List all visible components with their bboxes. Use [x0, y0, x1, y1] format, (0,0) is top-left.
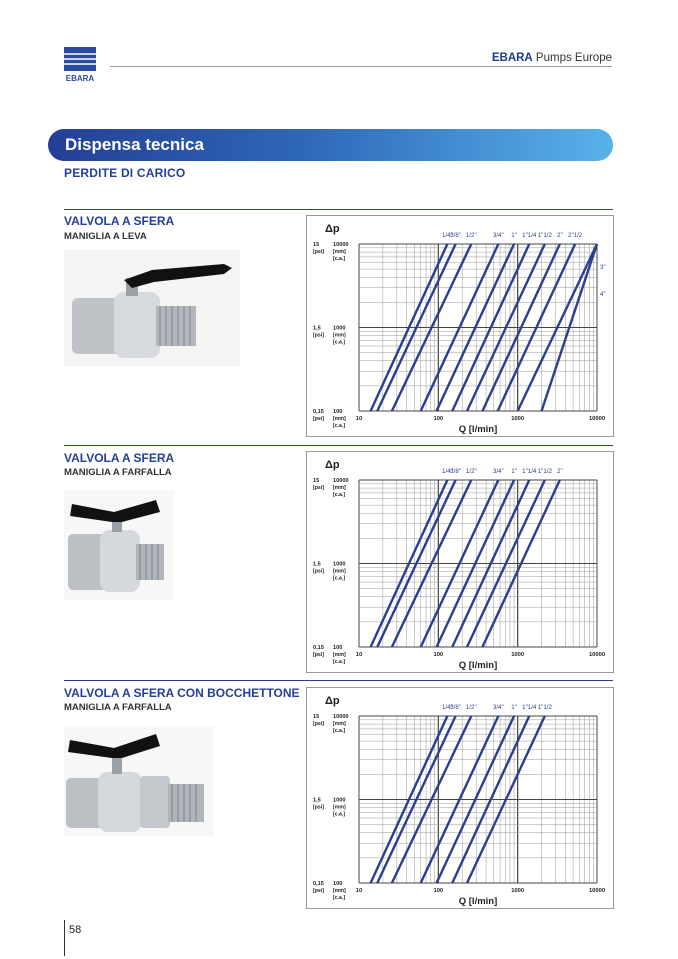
y-unit-ca: [c.a.]	[333, 728, 346, 734]
x-tick-label: 10	[355, 652, 363, 658]
y-unit-mm: [mm]	[333, 721, 346, 727]
ebara-logo-mark	[64, 45, 98, 85]
section-title: VALVOLA A SFERA	[64, 451, 175, 465]
series-label: 1"1/2	[537, 704, 552, 711]
x-tick-label: 10	[355, 416, 363, 422]
y-tick-psi: 0,15	[313, 409, 324, 415]
y-tick-mm: 100	[333, 645, 343, 651]
y-unit-ca: [c.a.]	[333, 659, 346, 665]
header-rule	[110, 66, 612, 67]
x-axis-label: Q [l/min]	[458, 896, 498, 907]
pressure-loss-chart	[306, 687, 614, 909]
logo-text: EBARA	[65, 74, 95, 83]
section-subtitle: MANIGLIA A FARFALLA	[64, 702, 172, 713]
y-unit-psi: [psi]	[313, 804, 324, 811]
series-label: 1/2"	[465, 704, 477, 711]
y-tick-mm: 1000	[333, 325, 346, 332]
y-unit-psi: [psi]	[313, 249, 324, 255]
series-label: 1/2"	[465, 232, 477, 239]
x-tick-label: 1000	[511, 888, 525, 894]
section-subtitle: MANIGLIA A FARFALLA	[64, 467, 172, 478]
banner-title: Dispensa tecnica	[65, 135, 204, 154]
series-label: 1"1/2	[537, 468, 552, 475]
ball-valve-union-photo	[64, 726, 214, 841]
y-unit-ca: [c.a.]	[333, 423, 346, 429]
delta-p-label: Δp	[325, 459, 340, 471]
section-subtitle: MANIGLIA A LEVA	[64, 231, 147, 242]
x-tick-label: 1000	[511, 416, 525, 422]
y-tick-mm: 100	[333, 409, 343, 415]
series-label: 3/4"	[492, 468, 504, 475]
x-tick-label: 100	[433, 652, 444, 658]
y-unit-mm: [mm]	[333, 249, 346, 255]
page-number-bar	[64, 920, 65, 956]
x-axis-label: Q [l/min]	[458, 660, 498, 671]
series-label: 3/8"	[450, 704, 461, 711]
y-tick-mm: 10000	[333, 478, 349, 484]
ebara-logo	[64, 45, 98, 85]
y-tick-mm: 10000	[333, 242, 349, 248]
y-tick-psi: 15	[313, 478, 320, 484]
series-label: 2"	[557, 468, 563, 475]
y-unit-mm: [mm]	[333, 568, 346, 575]
section-title: VALVOLA A SFERA CON BOCCHETTONE	[64, 686, 300, 700]
y-unit-mm: [mm]	[333, 485, 346, 491]
x-tick-label: 10000	[588, 888, 606, 894]
section-banner	[48, 129, 613, 161]
brand-rest: Pumps Europe	[532, 52, 612, 64]
series-label: 1"1/4	[522, 704, 537, 711]
pressure-loss-chart	[306, 215, 614, 437]
y-tick-mm: 100	[333, 881, 343, 887]
series-label: 1"	[511, 704, 517, 711]
x-tick-label: 10	[355, 888, 363, 894]
ball-valve-lever-photo	[64, 250, 240, 371]
page-number: 58	[69, 924, 82, 936]
section-rule	[64, 680, 613, 681]
y-tick-mm: 1000	[333, 797, 346, 804]
series-label: 1"	[511, 468, 517, 475]
y-tick-psi: 1,5	[313, 325, 321, 332]
y-unit-psi: [psi]	[313, 332, 324, 339]
pressure-loss-chart	[306, 451, 614, 673]
y-unit-ca: [c.a.]	[333, 256, 346, 262]
section-rule	[64, 445, 613, 446]
series-label: 3/4"	[492, 704, 504, 711]
series-label: 3"	[600, 264, 606, 271]
y-unit-psi: [psi]	[313, 888, 324, 894]
series-label: 2"	[557, 232, 563, 239]
series-label: 1/4"	[441, 468, 453, 475]
brand-bold: EBARA	[491, 52, 533, 64]
y-tick-psi: 15	[313, 242, 320, 248]
delta-p-label: Δp	[325, 223, 340, 235]
y-unit-psi: [psi]	[313, 416, 324, 422]
series-label: 4"	[600, 291, 606, 298]
y-tick-psi: 1,5	[313, 561, 321, 568]
y-unit-psi: [psi]	[313, 568, 324, 575]
y-unit-mm: [mm]	[333, 652, 346, 658]
y-unit-mm: [mm]	[333, 416, 346, 422]
series-label: 1"1/4	[522, 468, 537, 475]
y-unit-mm: [mm]	[333, 888, 346, 894]
y-unit-ca: [c.a.]	[333, 339, 346, 346]
series-label: 1"1/2	[537, 232, 552, 239]
y-unit-psi: [psi]	[313, 652, 324, 658]
y-unit-ca: [c.a.]	[333, 895, 346, 901]
series-label: 1"	[511, 232, 517, 239]
y-unit-psi: [psi]	[313, 721, 324, 727]
x-tick-label: 100	[433, 416, 444, 422]
x-tick-label: 10000	[588, 652, 606, 658]
y-unit-ca: [c.a.]	[333, 492, 346, 498]
y-tick-psi: 0,15	[313, 881, 324, 887]
y-tick-mm: 10000	[333, 714, 349, 720]
series-label: 1/4"	[441, 704, 453, 711]
x-tick-label: 1000	[511, 652, 525, 658]
section-rule	[64, 209, 613, 210]
y-tick-mm: 1000	[333, 561, 346, 568]
x-tick-label: 10000	[588, 416, 606, 422]
series-label: 3/8"	[450, 232, 461, 239]
series-label: 2"1/2	[568, 232, 583, 239]
ball-valve-butterfly-photo	[64, 490, 174, 605]
y-tick-psi: 15	[313, 714, 320, 720]
y-tick-psi: 1,5	[313, 797, 321, 804]
y-unit-ca: [c.a.]	[333, 575, 346, 582]
x-axis-label: Q [l/min]	[458, 424, 498, 435]
series-label: 3/8"	[450, 468, 461, 475]
series-label: 1/4"	[441, 232, 453, 239]
brand-title	[492, 52, 612, 64]
series-label: 1/2"	[465, 468, 477, 475]
x-tick-label: 100	[433, 888, 444, 894]
delta-p-label: Δp	[325, 695, 340, 707]
y-unit-mm: [mm]	[333, 332, 346, 339]
y-unit-psi: [psi]	[313, 485, 324, 491]
y-unit-mm: [mm]	[333, 804, 346, 811]
page-subtitle: PERDITE DI CARICO	[64, 166, 186, 180]
y-tick-psi: 0,15	[313, 645, 324, 651]
series-label: 1"1/4	[522, 232, 537, 239]
series-label: 3/4"	[492, 232, 504, 239]
y-unit-ca: [c.a.]	[333, 811, 346, 818]
section-title: VALVOLA A SFERA	[64, 214, 175, 228]
